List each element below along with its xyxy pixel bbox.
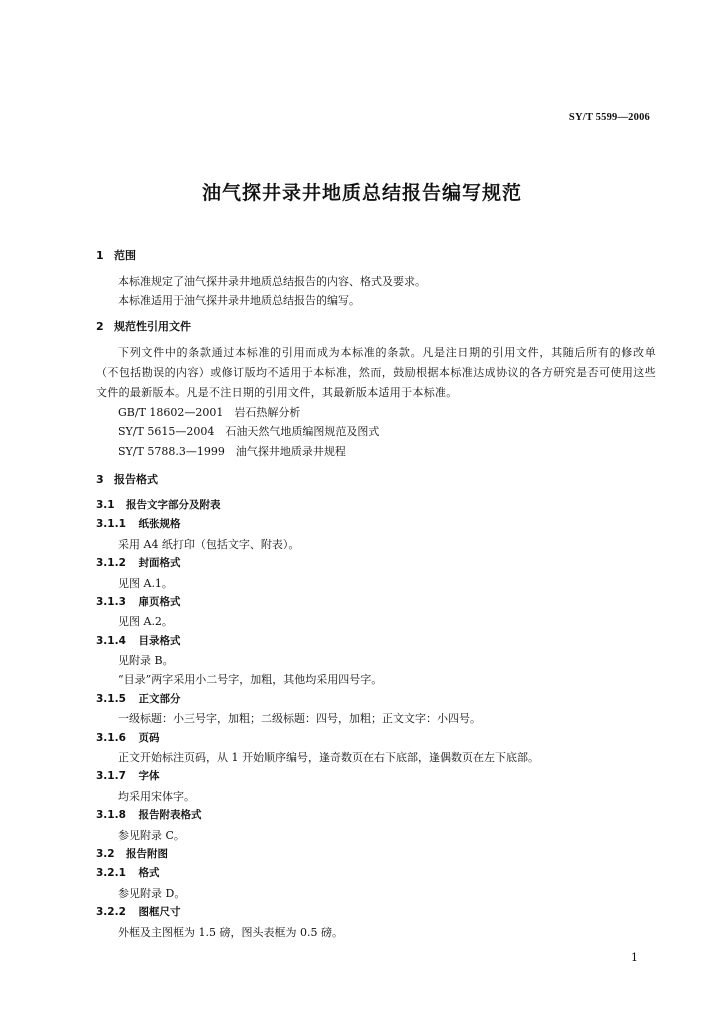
page-number: 1: [631, 951, 638, 964]
section-number: 1: [96, 249, 104, 262]
clause-heading: [96, 515, 656, 534]
body-line: 参见附录 D。: [118, 886, 186, 900]
subsection-heading: [96, 496, 656, 515]
document-title: 油气探井录井地质总结报告编写规范: [201, 182, 522, 204]
clause-heading: [96, 806, 656, 825]
standard-code: SY/T 5599—2006: [568, 112, 650, 123]
clause-heading: [96, 690, 656, 709]
subsection-title: 报告文字部分及附表: [126, 498, 221, 511]
clause-title: 目录格式: [138, 634, 181, 647]
clause-title: 正文部分: [138, 692, 181, 705]
body-paragraph: 下列文件中的条款通过本标准的引用而成为本标准的条款。凡是注日期的引用文件，其随后所有的修改单（不包括勘误的内容）或修订版均不适用于本标准，然而，鼓励根据本标准达成协议的各方研究是否可使用这些文件的最新版本。凡是不注日期的引用文件，其最新版本适用于本标准。: [96, 345, 656, 399]
clause-heading: [96, 864, 656, 883]
clause-title: 格式: [138, 867, 160, 880]
clause-number: 3.2.2: [96, 906, 126, 919]
clause-heading: [96, 554, 656, 573]
section-number: 2: [96, 319, 104, 333]
body-line: 见图 A.1。: [118, 576, 173, 590]
clause-heading: [96, 632, 656, 651]
clause-title: 图框尺寸: [138, 906, 181, 919]
body-line: 均采用宋体字。: [118, 789, 195, 803]
reference-item: SY/T 5788.3—1999 油气探井地质录井规程: [118, 444, 346, 458]
clause-title: 纸张规格: [138, 518, 181, 531]
reference-item: GB/T 18602—2001 岩石热解分析: [118, 405, 301, 419]
clause-title: 字体: [138, 770, 160, 783]
clause-number: 3.1.6: [96, 731, 126, 744]
clause-number: 3.1.8: [96, 809, 126, 822]
section-heading: [96, 246, 656, 266]
body-line: 见附录 B。: [118, 654, 174, 668]
subsection-number: 3.2: [96, 847, 115, 860]
body-line: 正文开始标注页码，从 1 开始顺序编号，逢奇数页在右下底部，逢偶数页在左下底部。: [118, 751, 539, 765]
body-line: “目录”两字采用小二号字，加粗，其他均采用四号字。: [118, 673, 383, 687]
section-title: 规范性引用文件: [114, 319, 191, 333]
section-number: 3: [96, 472, 104, 486]
clause-heading: [96, 593, 656, 612]
clause-number: 3.1.3: [96, 595, 126, 608]
clause-heading: [96, 767, 656, 786]
clause-number: 3.1.2: [96, 557, 126, 570]
subsection-heading: [96, 845, 656, 864]
body-line: 参见附录 C。: [118, 828, 185, 842]
clause-number: 3.1.1: [96, 518, 126, 531]
section-title: 范围: [114, 249, 136, 262]
body-line: 外框及主图框为 1.5 磅，图头表框为 0.5 磅。: [118, 925, 343, 939]
section-heading: [96, 317, 656, 337]
body-line: 一级标题：小三号字，加粗；二级标题：四号，加粗；正文文字：小四号。: [118, 712, 481, 726]
clause-heading: [96, 729, 656, 748]
subsection-number: 3.1: [96, 498, 115, 511]
body-line: 采用 A4 纸打印（包括文字、附表）。: [118, 537, 300, 551]
clause-title: 报告附表格式: [138, 809, 202, 822]
subsection-title: 报告附图: [126, 847, 168, 860]
clause-number: 3.1.5: [96, 692, 126, 705]
clause-number: 3.1.7: [96, 770, 126, 783]
section-title: 报告格式: [114, 472, 158, 486]
body-line: 本标准适用于油气探井录井地质总结报告的编写。: [118, 294, 360, 308]
document-body: [96, 246, 656, 942]
clause-title: 页码: [138, 731, 160, 744]
clause-number: 3.1.4: [96, 634, 126, 647]
clause-heading: [96, 903, 656, 922]
reference-item: SY/T 5615—2004 石油天然气地质编图规范及图式: [118, 425, 380, 439]
clause-title: 扉页格式: [138, 595, 181, 608]
clause-number: 3.2.1: [96, 867, 126, 880]
section-heading: [96, 470, 656, 490]
body-line: 见图 A.2。: [118, 615, 173, 629]
body-line: 本标准规定了油气探井录井地质总结报告的内容、格式及要求。: [118, 275, 426, 288]
clause-title: 封面格式: [138, 557, 181, 570]
